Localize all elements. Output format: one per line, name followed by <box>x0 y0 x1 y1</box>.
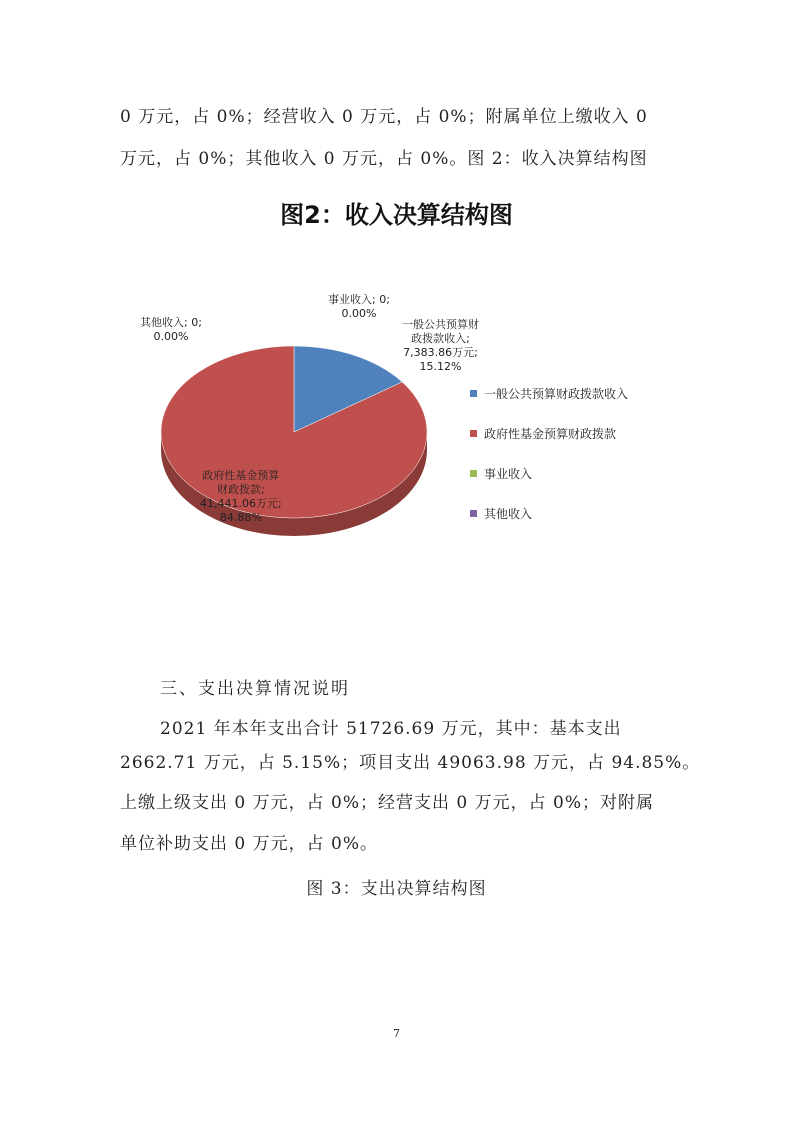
legend-item <box>470 386 654 402</box>
legend-label: 政府性基金预算财政拨款 <box>484 427 617 441</box>
section-heading: 三、支出决算情况说明 <box>160 679 350 699</box>
legend-swatch <box>470 430 477 437</box>
intro-line-1: 0 万元，占 0%；经营收入 0 万元，占 0%；附属单位上缴收入 0 <box>120 107 648 127</box>
label-yiban-line3: 7,383.86万元; <box>403 346 478 359</box>
label-zhengfu <box>200 469 282 525</box>
legend-item <box>470 506 654 522</box>
legend-item <box>470 426 654 442</box>
page-number: 7 <box>393 1027 400 1040</box>
label-yiban-line4: 15.12% <box>419 360 462 373</box>
legend-swatch <box>470 390 477 397</box>
chart-title: 图2：收入决算结构图 <box>280 201 513 229</box>
label-yiban-line2: 政拨款收入; <box>411 332 470 345</box>
legend-label: 一般公共预算财政拨款收入 <box>484 387 629 401</box>
chart-legend <box>470 386 654 546</box>
intro-line-2: 万元，占 0%；其他收入 0 万元，占 0%。图 2：收入决算结构图 <box>120 149 648 169</box>
label-qita-line1: 其他收入; 0; <box>140 316 202 329</box>
section-line-2: 2662.71 万元，占 5.15%；项目支出 49063.98 万元，占 94.85%。 <box>120 753 701 773</box>
label-shiye <box>328 293 390 321</box>
figure-3-caption: 图 3：支出决算结构图 <box>306 879 487 899</box>
label-zhengfu-line1: 政府性基金预算 <box>202 469 280 482</box>
section-line-3: 上缴上级支出 0 万元，占 0%；经营支出 0 万元，占 0%；对附属 <box>120 793 654 813</box>
legend-label: 其他收入 <box>484 507 533 521</box>
label-zhengfu-line2: 财政拨款; <box>216 483 265 496</box>
label-shiye-line2: 0.00% <box>341 307 377 320</box>
label-qita-line2: 0.00% <box>153 330 189 343</box>
legend-item <box>470 466 654 482</box>
label-zhengfu-line3: 41,441.06万元; <box>200 497 282 510</box>
label-yiban <box>402 318 479 374</box>
section-line-1: 2021 年本年支出合计 51726.69 万元，其中：基本支出 <box>160 719 622 739</box>
label-zhengfu-line4: 84.88% <box>219 511 262 524</box>
label-qita <box>140 316 202 344</box>
label-shiye-line1: 事业收入; 0; <box>328 293 390 306</box>
label-yiban-line1: 一般公共预算财 <box>402 318 479 331</box>
section-line-4: 单位补助支出 0 万元，占 0%。 <box>120 834 378 854</box>
legend-swatch <box>470 470 477 477</box>
legend-label: 事业收入 <box>484 467 533 481</box>
legend-swatch <box>470 510 477 517</box>
